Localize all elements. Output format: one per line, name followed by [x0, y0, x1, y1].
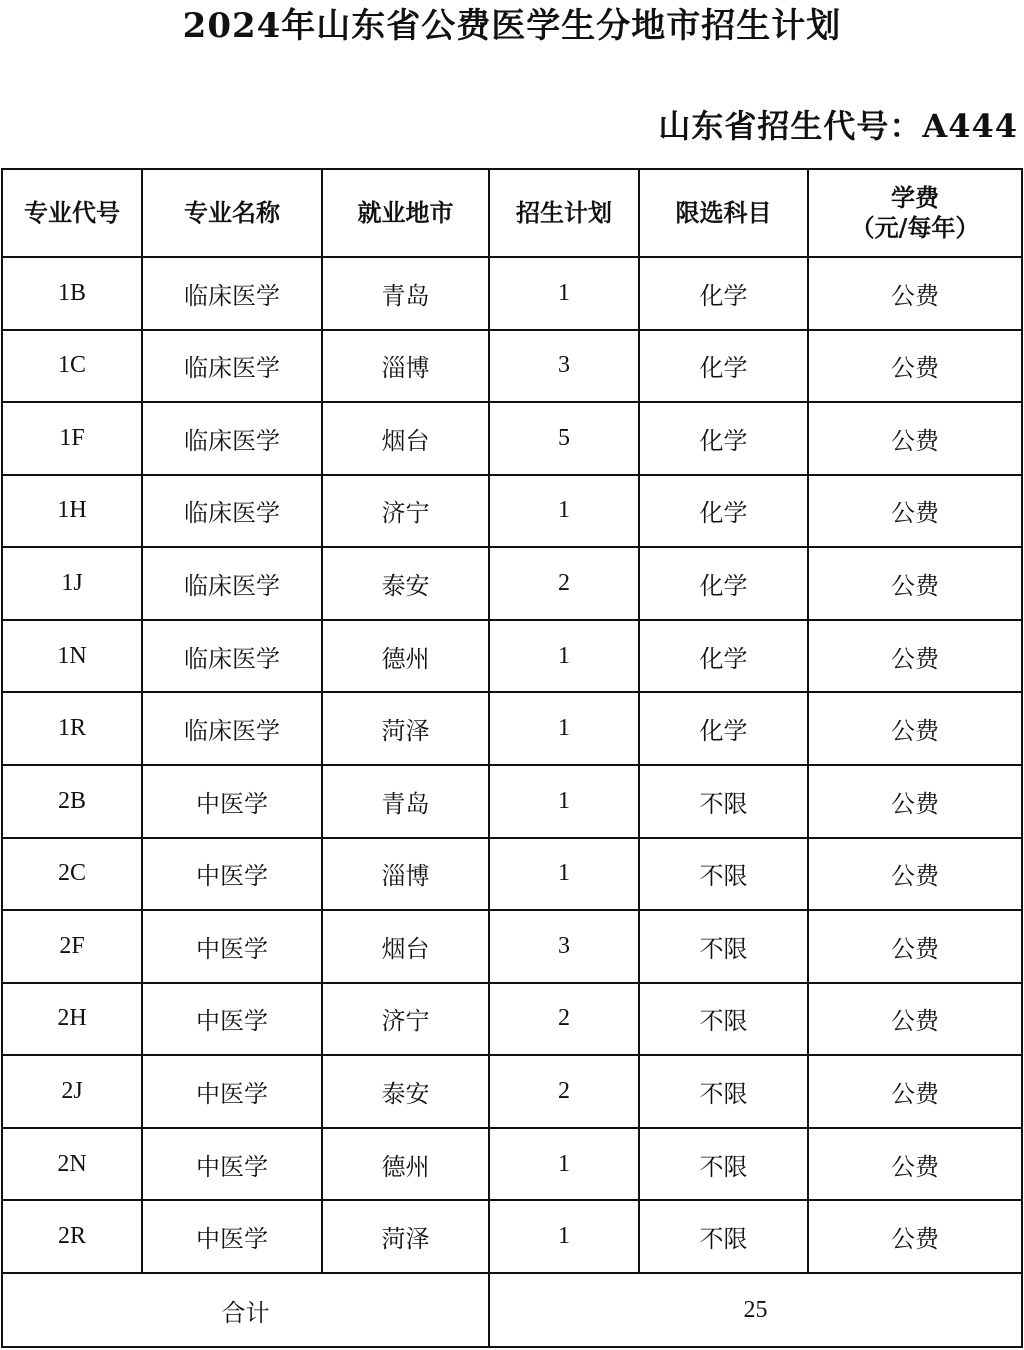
tuition-cell: 公费: [808, 330, 1022, 403]
major-code-cell: 1N: [2, 620, 142, 693]
major-name-cell: 临床医学: [142, 257, 322, 330]
tuition-cell: 公费: [808, 1128, 1022, 1201]
required-subject-cell: 不限: [639, 838, 808, 911]
tuition-cell: 公费: [808, 765, 1022, 838]
tuition-cell: 公费: [808, 692, 1022, 765]
required-subject-cell: 化学: [639, 257, 808, 330]
plan-count-cell: 1: [489, 838, 639, 911]
major-code-cell: 2C: [2, 838, 142, 911]
header-required-subject: 限选科目: [639, 169, 808, 257]
major-code-cell: 2H: [2, 983, 142, 1056]
city-cell: 泰安: [322, 547, 489, 620]
table-row: [2, 838, 1022, 911]
plan-count-cell: 3: [489, 330, 639, 403]
tuition-cell: 公费: [808, 402, 1022, 475]
major-name-cell: 临床医学: [142, 620, 322, 693]
city-cell: 青岛: [322, 257, 489, 330]
city-cell: 菏泽: [322, 692, 489, 765]
required-subject-cell: 不限: [639, 983, 808, 1056]
major-name-cell: 中医学: [142, 838, 322, 911]
city-cell: 淄博: [322, 838, 489, 911]
city-cell: 淄博: [322, 330, 489, 403]
major-name-cell: 临床医学: [142, 475, 322, 548]
page-title: 2024年山东省公费医学生分地市招生计划: [182, 6, 842, 46]
required-subject-cell: 化学: [639, 620, 808, 693]
enrollment-plan-table: [1, 168, 1023, 1348]
major-code-cell: 1B: [2, 257, 142, 330]
header-tuition-unit: （元/每年）: [850, 213, 980, 242]
table-row: [2, 765, 1022, 838]
major-code-cell: 2J: [2, 1055, 142, 1128]
tuition-cell: 公费: [808, 475, 1022, 548]
major-code-cell: 1F: [2, 402, 142, 475]
total-label: 合计: [2, 1273, 489, 1347]
table-row: [2, 1055, 1022, 1128]
plan-count-cell: 2: [489, 1055, 639, 1128]
city-cell: 济宁: [322, 475, 489, 548]
city-cell: 德州: [322, 1128, 489, 1201]
major-code-cell: 2R: [2, 1200, 142, 1273]
major-name-cell: 中医学: [142, 1128, 322, 1201]
total-row: [2, 1273, 1022, 1347]
table-row: [2, 257, 1022, 330]
table-row: [2, 475, 1022, 548]
tuition-cell: 公费: [808, 547, 1022, 620]
plan-count-cell: 1: [489, 475, 639, 548]
major-code-cell: 1J: [2, 547, 142, 620]
major-name-cell: 临床医学: [142, 330, 322, 403]
plan-count-cell: 1: [489, 765, 639, 838]
city-cell: 青岛: [322, 765, 489, 838]
required-subject-cell: 不限: [639, 910, 808, 983]
city-cell: 烟台: [322, 402, 489, 475]
city-cell: 泰安: [322, 1055, 489, 1128]
city-cell: 德州: [322, 620, 489, 693]
major-code-cell: 1R: [2, 692, 142, 765]
plan-count-cell: 1: [489, 620, 639, 693]
tuition-cell: 公费: [808, 983, 1022, 1056]
plan-count-cell: 5: [489, 402, 639, 475]
plan-count-cell: 2: [489, 547, 639, 620]
tuition-cell: 公费: [808, 1200, 1022, 1273]
major-name-cell: 中医学: [142, 910, 322, 983]
plan-count-cell: 2: [489, 983, 639, 1056]
major-code-cell: 2N: [2, 1128, 142, 1201]
header-plan-count: 招生计划: [489, 169, 639, 257]
major-name-cell: 临床医学: [142, 692, 322, 765]
city-cell: 菏泽: [322, 1200, 489, 1273]
table-row: [2, 692, 1022, 765]
required-subject-cell: 不限: [639, 1200, 808, 1273]
city-cell: 烟台: [322, 910, 489, 983]
plan-count-cell: 3: [489, 910, 639, 983]
tuition-cell: 公费: [808, 1055, 1022, 1128]
major-name-cell: 中医学: [142, 1200, 322, 1273]
tuition-cell: 公费: [808, 910, 1022, 983]
table-row: [2, 547, 1022, 620]
table-row: [2, 1200, 1022, 1273]
major-name-cell: 中医学: [142, 983, 322, 1056]
table-row: [2, 620, 1022, 693]
major-name-cell: 中医学: [142, 765, 322, 838]
admission-code-line: 山东省招生代号：A444: [658, 107, 1018, 145]
major-name-cell: 中医学: [142, 1055, 322, 1128]
header-tuition-label: 学费: [891, 183, 939, 212]
required-subject-cell: 不限: [639, 1128, 808, 1201]
tuition-cell: 公费: [808, 620, 1022, 693]
required-subject-cell: 化学: [639, 402, 808, 475]
major-code-cell: 1H: [2, 475, 142, 548]
required-subject-cell: 不限: [639, 1055, 808, 1128]
table-row: [2, 910, 1022, 983]
city-cell: 济宁: [322, 983, 489, 1056]
plan-count-cell: 1: [489, 692, 639, 765]
required-subject-cell: 化学: [639, 547, 808, 620]
header-tuition: [808, 169, 1022, 257]
header-city: 就业地市: [322, 169, 489, 257]
required-subject-cell: 不限: [639, 765, 808, 838]
plan-count-cell: 1: [489, 1128, 639, 1201]
table-row: [2, 330, 1022, 403]
required-subject-cell: 化学: [639, 475, 808, 548]
header-major-code: 专业代号: [2, 169, 142, 257]
table-row: [2, 983, 1022, 1056]
major-name-cell: 临床医学: [142, 547, 322, 620]
major-name-cell: 临床医学: [142, 402, 322, 475]
tuition-cell: 公费: [808, 838, 1022, 911]
major-code-cell: 2B: [2, 765, 142, 838]
tuition-cell: 公费: [808, 257, 1022, 330]
major-code-cell: 1C: [2, 330, 142, 403]
required-subject-cell: 化学: [639, 692, 808, 765]
header-major-name: 专业名称: [142, 169, 322, 257]
table-row: [2, 402, 1022, 475]
major-code-cell: 2F: [2, 910, 142, 983]
plan-count-cell: 1: [489, 1200, 639, 1273]
required-subject-cell: 化学: [639, 330, 808, 403]
table-header-row: [2, 169, 1022, 257]
total-value: 25: [489, 1273, 1022, 1347]
plan-count-cell: 1: [489, 257, 639, 330]
table-row: [2, 1128, 1022, 1201]
